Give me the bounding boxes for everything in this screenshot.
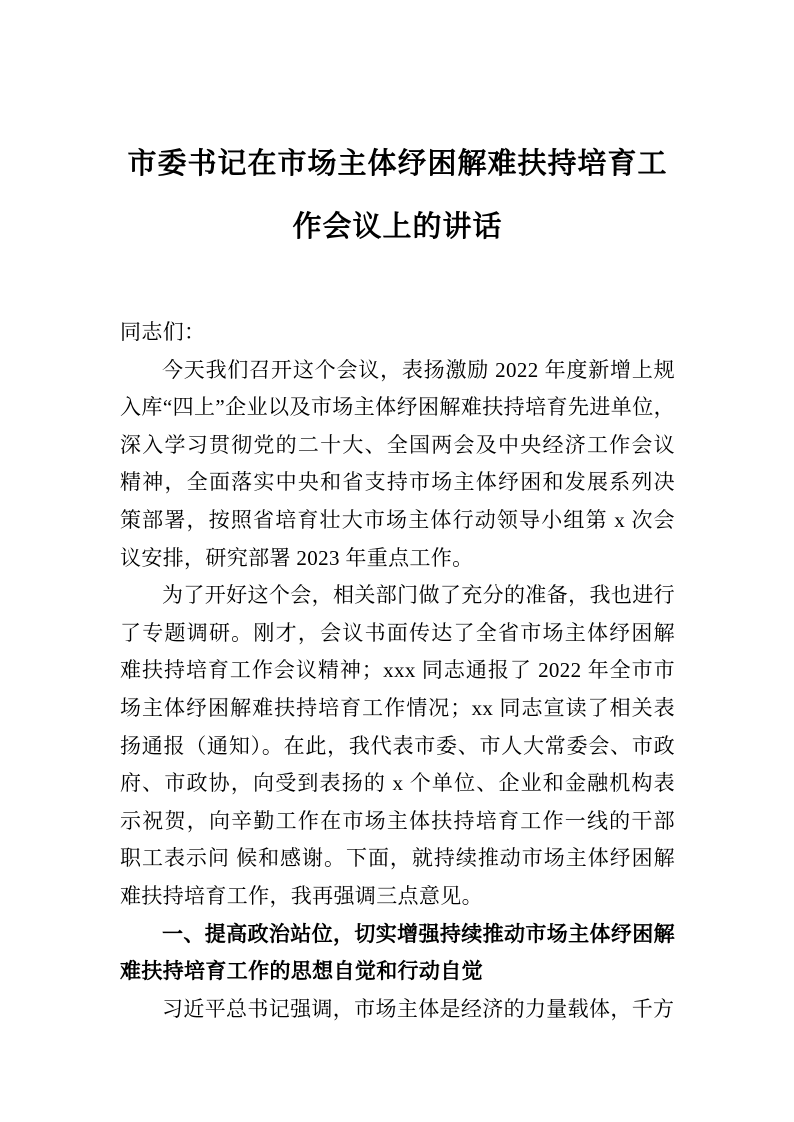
- paragraph-1: 今天我们召开这个会议，表扬激励 2022 年度新增上规入库“四上”企业以及市场主体纾困解难扶持培育先进单位，深入学习贯彻党的二十大、全国两会及中央经济工作会议精神，全面落实中央和省支持市场主体纾困和发展系列决策部署，按照省培育壮大市场主体行动领导小组第 x 次会议安排，研究部署 2023 年重点工作。: [120, 357, 675, 570]
- paragraph-3: 习近平总书记强调，市场主体是经济的力量载体，千方: [162, 996, 675, 1021]
- document-title: 市委书记在市场主体纾困解难扶持培育工作会议上的讲话: [127, 148, 668, 243]
- paragraph-2: 为了开好这个会，相关部门做了充分的准备，我也进行了专题调研。刚才，会议书面传达了全省市场主体纾困解难扶持培育工作会议精神；xxx 同志通报了 2022 年全市市场主体纾困解难扶持培育工作情况；xx 同志宣读了相关表扬通报（通知）。在此，我代表市委、市人大常委会、市政府、市政协，向受到表扬的 x 个单位、企业和金融机构表示祝贺，向辛勤工作在市场主体扶持培育工作一线的干部职工表示问 候和感谢。下面，就持续推动市场主体纾困解难扶持培育工作，我再强调三点意见。: [120, 583, 675, 908]
- salutation: 同志们：: [120, 320, 206, 344]
- section-heading-1: 一、提高政治站位，切实增强持续推动市场主体纾困解难扶持培育工作的思想自觉和行动自觉: [120, 922, 675, 984]
